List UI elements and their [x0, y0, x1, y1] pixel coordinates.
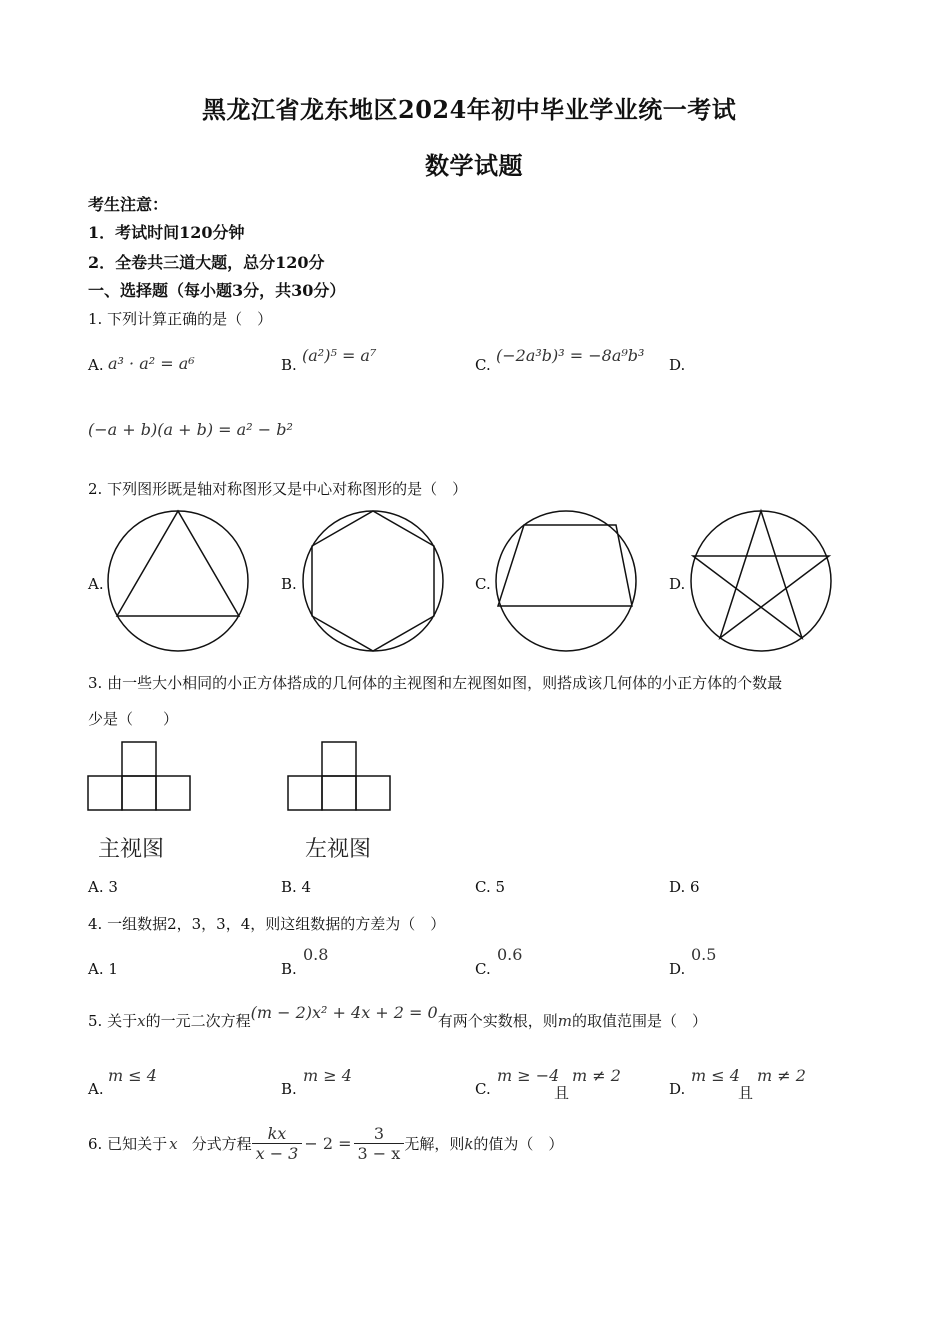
- q6-fraction-1: [252, 1124, 303, 1163]
- q5-option-a-expr: m ≤ 4: [108, 1066, 157, 1085]
- notice-heading: 考生注意：: [88, 195, 169, 214]
- q6-minus-two-equals: − 2 =: [304, 1134, 352, 1153]
- q6-stem-prefix: 6. 已知关于: [88, 1135, 168, 1153]
- q5-option-b-expr: m ≥ 4: [303, 1066, 352, 1085]
- q1-option-a-label: A.: [88, 356, 104, 374]
- q2-figure-b-hexagon-in-circle: [299, 508, 449, 654]
- q5-option-d-expr-1: m ≤ 4: [691, 1066, 740, 1085]
- q4-option-b-value: 0.8: [303, 945, 329, 964]
- q3-stem-line-2: 少是（ ）: [88, 710, 179, 728]
- q1-option-b-label: B.: [281, 356, 297, 374]
- q6-fraction-1-numerator: kx: [252, 1124, 303, 1144]
- notice-item-2: 2．全卷共三道大题，总分120分: [88, 253, 325, 272]
- q6-stem-end: 的值为（ ）: [473, 1135, 564, 1153]
- q4-option-c-label: C.: [475, 960, 491, 978]
- q5-stem-mid: 的一元二次方程: [145, 1012, 251, 1030]
- q6-stem: [88, 1124, 563, 1163]
- q1-option-d-label: D.: [669, 356, 686, 374]
- q5-var-x: x: [137, 1012, 146, 1030]
- q5-stem-end: 的取值范围是（ ）: [571, 1012, 707, 1030]
- q2-option-a-label: A.: [88, 575, 104, 593]
- q6-fraction-2-numerator: 3: [354, 1124, 405, 1144]
- q2-figure-a-triangle-in-circle: [104, 508, 254, 654]
- page-subtitle: 数学试题: [425, 151, 523, 180]
- q5-var-m: m: [557, 1012, 572, 1030]
- q3-option-a: A. 3: [88, 878, 118, 896]
- q3-option-d: D. 6: [669, 878, 700, 896]
- q1-stem: 1. 下列计算正确的是（ ）: [88, 310, 273, 328]
- q4-stem: 4. 一组数据2，3，3，4，则这组数据的方差为（ ）: [88, 915, 446, 933]
- q2-option-b-label: B.: [281, 575, 297, 593]
- q6-fraction-1-denominator: x − 3: [255, 1144, 299, 1163]
- page-title: 黑龙江省龙东地区2024年初中毕业学业统一考试: [202, 95, 737, 124]
- q6-stem-suffix: 无解，则: [404, 1135, 465, 1153]
- q1-option-c-label: C.: [475, 356, 491, 374]
- q4-option-a: A. 1: [88, 960, 118, 978]
- q5-option-c-expr-2: m ≠ 2: [572, 1066, 621, 1085]
- q3-front-view-label: 主视图: [98, 837, 165, 862]
- q6-fraction-2-denominator: 3 − x: [357, 1144, 401, 1163]
- q3-option-b: B. 4: [281, 878, 312, 896]
- q5-option-d-label: D.: [669, 1080, 686, 1098]
- q4-option-b-label: B.: [281, 960, 297, 978]
- q5-option-c-label: C.: [475, 1080, 491, 1098]
- q6-var-x: x: [169, 1134, 178, 1153]
- q2-figure-c-trapezoid-in-circle: [492, 508, 642, 654]
- q6-stem-mid: 分式方程: [191, 1135, 252, 1153]
- section-heading: 一、选择题（每小题3分，共30分）: [88, 281, 346, 300]
- q1-option-a-expr: a³ · a² = a⁶: [108, 354, 195, 373]
- q5-option-c-expr-1: m ≥ −4: [497, 1066, 560, 1085]
- q3-left-view-figure: [286, 741, 394, 811]
- q3-option-c: C. 5: [475, 878, 506, 896]
- q5-stem: [88, 1003, 707, 1031]
- q5-option-b-label: B.: [281, 1080, 297, 1098]
- q1-option-b-expr: (a²)⁵ = a⁷: [302, 346, 377, 365]
- q4-option-d-value: 0.5: [691, 945, 717, 964]
- q3-front-view-figure: [86, 741, 194, 811]
- q5-stem-suffix: 有两个实数根，则: [437, 1012, 558, 1030]
- q5-equation: (m − 2)x² + 4x + 2 = 0: [250, 1003, 438, 1022]
- q4-option-d-label: D.: [669, 960, 686, 978]
- q5-option-d-and: 且: [738, 1084, 754, 1102]
- q3-stem-line-1: 3. 由一些大小相同的小正方体搭成的几何体的主视图和左视图如图，则搭成该几何体的小正方体的个数最: [88, 674, 783, 692]
- q3-left-view-label: 左视图: [305, 837, 372, 862]
- q4-option-c-value: 0.6: [497, 945, 523, 964]
- q1-option-d-expr: (−a + b)(a + b) = a² − b²: [88, 420, 293, 439]
- q1-option-c-expr: (−2a³b)³ = −8a⁹b³: [496, 346, 645, 365]
- notice-item-1: 1．考试时间120分钟: [88, 223, 245, 242]
- q5-option-a-label: A.: [88, 1080, 104, 1098]
- q5-stem-prefix: 5. 关于: [88, 1012, 138, 1030]
- q6-fraction-2: [354, 1124, 405, 1163]
- q2-stem: 2. 下列图形既是轴对称图形又是中心对称图形的是（ ）: [88, 480, 468, 498]
- q2-figure-d-star-in-circle: [687, 508, 837, 654]
- q5-option-d-expr-2: m ≠ 2: [757, 1066, 806, 1085]
- q2-option-c-label: C.: [475, 575, 491, 593]
- q5-option-c-and: 且: [554, 1084, 570, 1102]
- q6-var-k: k: [464, 1134, 474, 1153]
- q2-option-d-label: D.: [669, 575, 686, 593]
